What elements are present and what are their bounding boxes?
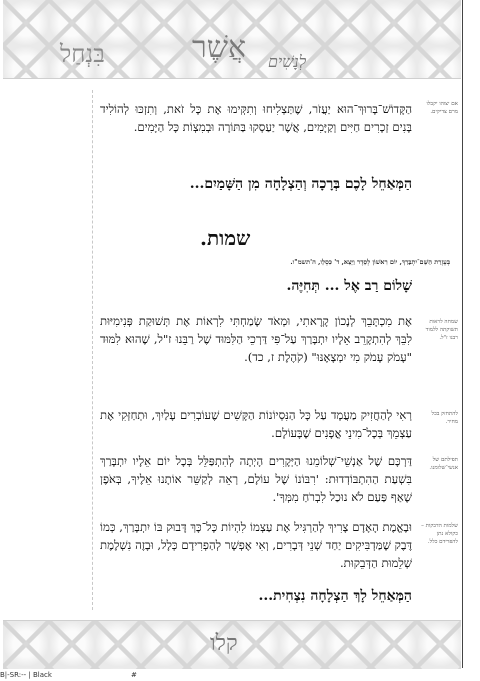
print-status-hash: # bbox=[131, 671, 137, 679]
paragraph-prayer: דַּרְכָּם שֶׁל אַנְשֵׁי־שְׁלוֹמֵנוּ הַיְּקָרִים הָיְתָה לְהִתְפַּלֵּל בְּכָל יוֹם אֵלָיו יִתְבָּרַךְ בִּשְׁעַת הַהִתְבּוֹדְדוּת: 'רִבּוֹנוֹ שֶׁל עוֹלָם, רְאֵה לְקַשֵּׁר אוֹתָנוּ אֵלֶיךָ, בְּאֹפֶן שֶׁאַף פַּעַם לֹא נוּכַל לִבְרֹחַ מִמְּךָ'. bbox=[100, 454, 412, 504]
paragraph-closing-wishes: הַקָּדוֹשׁ־בָּרוּךְ־הוּא יַעֲזֹר, שֶׁתַּצְלִיחוּ וְתִקְּימוּ אֶת כָּל זֹאת, וְתִזְכּוּ לְהוֹלִיד בָּנִים זְכָרִים חַיִּים וְקַיָּמִים, אֲשֶׁר יַעַסְקוּ בַּתּוֹרָה וּבְמִצְוֹת כָּל הַיָּמִים. bbox=[100, 102, 412, 134]
side-note-1: אם יצוהו יקבלו מרם צדיקים. bbox=[426, 101, 458, 115]
header-word-binahal: בִּנְחַל bbox=[60, 40, 105, 68]
header-word-lenashim: לְנָשִׁים bbox=[268, 52, 307, 71]
print-status-text: B|-SR:-- | Black bbox=[0, 671, 52, 679]
side-note-2: שמחה לראות תשוקתה ללמוד רבנו ז"ל. bbox=[425, 319, 458, 341]
side-note-4: תפילתם של אנשי־שלומנו. bbox=[429, 457, 458, 471]
side-note-3: להתחזק בכל מחיר. bbox=[431, 411, 458, 425]
margin-guide bbox=[92, 90, 93, 610]
paragraph-letter-received: אֶת מִכְתָּבֵךְ לְנָכוֹן קָרָאתִי, וּמְאֹד שָׂמַחְתִּי לִרְאוֹת אֶת תְּשׁוּקַת פְּנִימִיּוּת לִבֵּךְ לְהִתְקָרֵב אֵלָיו יִתְבָּרַךְ עַל־פִּי דַּרְכֵי הַלִּמּוּד שֶׁל רַבֵּנוּ ז"ל, שֶׁהוּא לִמּוּד "עָמֹק עָמֹק מִי יִמְצָאֶנּוּ" (קֹהֶלֶת ז, כד). bbox=[100, 314, 412, 364]
section-title-shmos: שמות. bbox=[200, 226, 251, 250]
paragraph-strengthen: רְאִי לְהַחֲזִיק מַעֲמָד עַל כָּל הַנִּסְיוֹנוֹת הַקָּשִׁים שֶׁעוֹבְרִים עָלַיִךְ, וּתְחַזְּקִי אֶת עַצְמֵךְ בְּכָל־מִינֵי אֳפָנִים שֶׁבָּעוֹלָם. bbox=[100, 408, 412, 440]
side-note-5: שלמות הדבקות – כקולא נתן להפרידם כלל. bbox=[421, 523, 458, 545]
blessing-line-2: הַמְּאַחֵל לָךְ הַצְלָחָה נִצְחִית... bbox=[258, 588, 412, 604]
page-edge-rule bbox=[462, 0, 463, 668]
blessing-line-1: הַמְּאַחֵל לָכֶם בְּרָכָה וְהַצְלָחָה מִן הַשָּׁמַיִם... bbox=[189, 176, 412, 192]
header-word-asher: אֲשֶׁר bbox=[192, 30, 246, 65]
letter-greeting: שָׁלוֹם רַב אֶל ... תְּחִיֶּה. bbox=[286, 278, 412, 294]
paragraph-attachment: וּבֶאֱמֶת הָאָדָם צָרִיךְ לְהַרְגִּיל אֶת עַצְמוֹ לִהְיוֹת כָּל־כָּךְ דָּבוּק בּוֹ יִתְבָּרַךְ, כְּמוֹ דֶּבֶק שֶׁמַּדְבִּיקִים יַחַד שְׁנֵי דְּבָרִים, וְאִי אֶפְשָׁר לְהַפְרִידָם כְּלָל, וּבָזֶה נִשְׁלֶמֶת שְׁלֵמוּת הַדְּבֵקוּת. bbox=[100, 520, 412, 570]
footer-page-title: קלו bbox=[210, 631, 238, 656]
letter-date-line: בְּעֶזְרַת הַשֵּׁם־יִתְבָּרַךְ, יוֹם רִאשׁוֹן לְסֵדֶר וַיֵּצֵא, ד' כִּסְלֵו, ה'תשמ"ו. bbox=[290, 258, 450, 266]
